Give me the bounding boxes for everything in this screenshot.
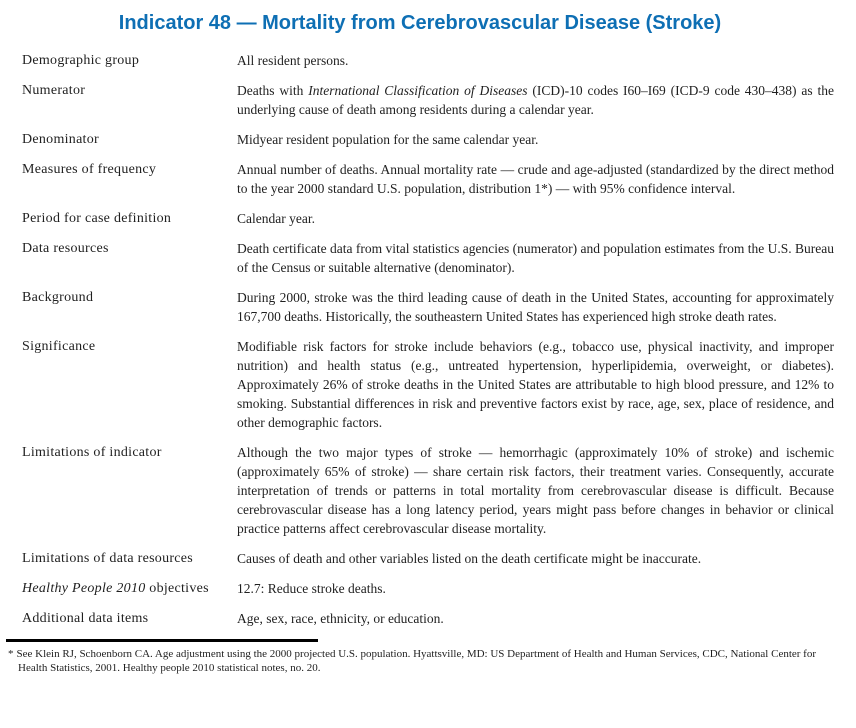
row-content: Modifiable risk factors for stroke include behaviors (e.g., tobacco use, physical inactivity, and improper nutrition) and health status (e.g., untreated hypertension, hyperlipidemia, overweight, or diabetes). Approximately 26% of stroke deaths in the United States are attributable to high blood pressure, and 12% to smoking. Substantial differences in risk and preventive factors exist by race, age, sex, place of residence, and other demographic factors. xyxy=(237,339,834,430)
row-healthy-people-2010-objectives xyxy=(6,579,834,598)
row-label: Denominator xyxy=(22,132,99,147)
row-content: Midyear resident population for the same calendar year. xyxy=(237,132,539,147)
row-label: Additional data items xyxy=(22,611,149,626)
row-content: Annual number of deaths. Annual mortality rate — crude and age-adjusted (standardized by the direct method to the year 2000 standard U.S. population, distribution 1*) — with 95% confidence interval. xyxy=(237,162,834,196)
row-denominator xyxy=(6,130,834,149)
row-content: Calendar year. xyxy=(237,211,315,226)
row-limitations-of-indicator xyxy=(6,443,834,538)
row-significance xyxy=(6,337,834,432)
row-content: 12.7: Reduce stroke deaths. xyxy=(237,581,386,596)
row-content: Deaths with International Classification of Diseases (ICD)-10 codes I60–I69 (ICD-9 code 430–438) as the underlying cause of death among residents during a calendar year. xyxy=(237,83,834,117)
row-numerator xyxy=(6,81,834,119)
row-label: Demographic group xyxy=(22,53,140,68)
row-content: During 2000, stroke was the third leading cause of death in the United States, accounting for approximately 167,700 deaths. Historically, the southeastern United States has experienced high stroke death rates. xyxy=(237,290,834,324)
row-content: Causes of death and other variables listed on the death certificate might be inaccurate. xyxy=(237,551,702,566)
row-label: Limitations of indicator xyxy=(22,445,162,460)
row-background xyxy=(6,288,834,326)
row-label: Measures of frequency xyxy=(22,162,157,177)
row-label: Background xyxy=(22,290,94,305)
row-label: Significance xyxy=(22,339,96,354)
row-label: Data resources xyxy=(22,241,109,256)
footnote xyxy=(8,647,834,675)
row-label: Numerator xyxy=(22,83,86,98)
indicator-definition-table xyxy=(6,51,834,628)
page-title: Indicator 48 — Mortality from Cerebrovascular Disease (Stroke) xyxy=(118,12,722,34)
row-measures-of-frequency xyxy=(6,160,834,198)
footnote-text: See Klein RJ, Schoenborn CA. Age adjustment using the 2000 projected U.S. population. Hyattsville, MD: US Department of Health and Human Services, CDC, National Center for Health Statistics, 2001. Healthy people 2010 statistical notes, no. 20. xyxy=(16,648,817,674)
row-data-resources xyxy=(6,239,834,277)
row-demographic-group xyxy=(6,51,834,70)
row-label: Healthy People 2010 objectives xyxy=(22,581,209,596)
row-content: All resident persons. xyxy=(237,53,349,68)
footnote-divider xyxy=(6,639,318,642)
row-period-for-case-definition xyxy=(6,209,834,228)
row-content: Death certificate data from vital statistics agencies (numerator) and population estimates from the U.S. Bureau of the Census or suitable alternative (denominator). xyxy=(237,241,834,275)
row-label: Limitations of data resources xyxy=(22,551,194,566)
row-content: Age, sex, race, ethnicity, or education. xyxy=(237,611,444,626)
row-limitations-of-data-resources xyxy=(6,549,834,568)
row-label: Period for case definition xyxy=(22,211,172,226)
row-content: Although the two major types of stroke — hemorrhagic (approximately 10% of stroke) and ischemic (approximately 65% of stroke) — share certain risk factors, their treatment varies. Consequently, accurate interpretation of trends or patterns in total mortality from cerebrovascular disease is difficult. Because cerebrovascular disease has a long latency period, years might pass before changes in behavior or clinical practice patterns affect cerebrovascular disease mortality. xyxy=(237,445,834,536)
row-additional-data-items xyxy=(6,609,834,628)
footnote-marker: * xyxy=(8,648,14,660)
